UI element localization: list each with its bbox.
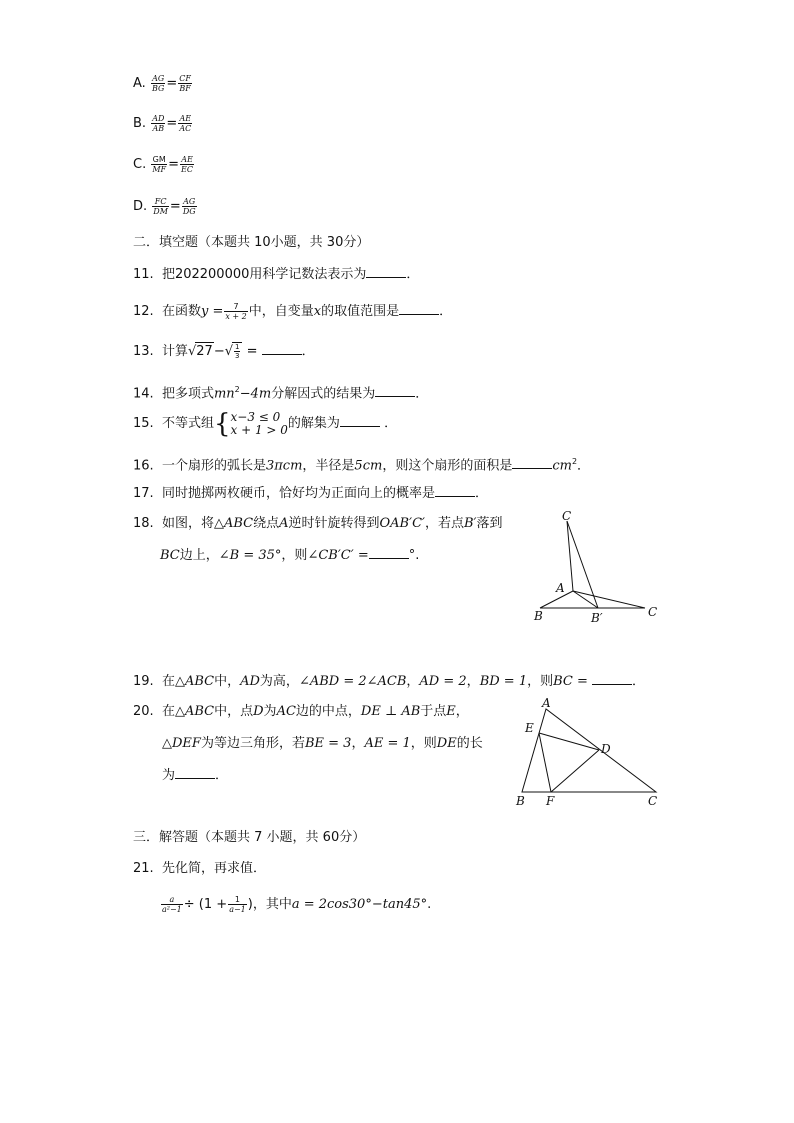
- segment: [573, 591, 645, 608]
- answer-blank: [435, 484, 475, 497]
- question-18-line2: BC边上，∠B = 35°，则∠CB′C′ = °.: [160, 548, 420, 563]
- point-label: C: [562, 509, 572, 523]
- fraction: $\frac{AE}{EC}$: [181, 155, 193, 174]
- point-label: B: [534, 609, 543, 623]
- brace-icon: {: [213, 408, 231, 439]
- fraction: $\frac{FC}{DM}$: [153, 197, 168, 216]
- fraction: $\frac{AG}{DG}$: [182, 197, 196, 216]
- answer-blank: [592, 672, 632, 685]
- segment: [539, 733, 599, 750]
- section-title: 二．填空题（本题共 10小题，共 30分）: [133, 235, 370, 250]
- segment: [567, 521, 598, 608]
- question-15: 15. 不等式组{ x−3 ≤ 0 x + 1 > 0 的解集为 ．: [133, 408, 398, 439]
- fraction: $\frac{CF}{BF}$: [179, 74, 191, 93]
- answer-blank: [369, 546, 409, 559]
- question-17: 17. 同时抛掷两枚硬币，恰好均为正面向上的概率是 ．: [133, 486, 488, 501]
- question-13: 13. 计算√27−√ $\frac{1}{3}$ = ．: [133, 343, 315, 360]
- answer-blank: [262, 342, 302, 355]
- point-label: F: [546, 794, 555, 808]
- option-b: B. $\frac{AD}{AB}$ = $\frac{AE}{AC}$: [133, 114, 192, 133]
- answer-blank: [512, 456, 552, 469]
- answer-blank: [399, 302, 439, 315]
- answer-blank: [340, 414, 380, 427]
- question-21: 21. 先化简，再求值．: [133, 861, 266, 876]
- segment: [551, 750, 599, 792]
- question-20-line2: △DEF为等边三角形，若BE = 3，AE = 1，则DE的长: [162, 736, 483, 751]
- question-18: 18. 如图，将△ABC绕点A逆时针旋转得到OAB′C′，若点B′落到: [133, 516, 503, 531]
- point-label: A: [556, 581, 565, 595]
- figure-18: [525, 505, 670, 630]
- segment: [539, 733, 551, 792]
- question-20-line3: 为 ．: [162, 768, 229, 783]
- fraction: $\frac{1}{a-1}$: [229, 895, 246, 914]
- option-d: D. $\frac{FC}{DM}$ = $\frac{AG}{DG}$: [133, 197, 196, 216]
- answer-blank: [366, 265, 406, 278]
- question-19: 19. 在△ABC中，AD为高，∠ABD = 2∠ACB，AD = 2，BD = 1，则BC = ．: [133, 674, 646, 689]
- fraction: $\frac{GM}{MF}$: [152, 155, 167, 174]
- fraction: $\frac{AD}{AB}$: [152, 114, 165, 133]
- question-20: 20. 在△ABC中，点D为AC边的中点，DE ⊥ AB于点E，: [133, 704, 469, 719]
- question-12: 12. 在函数y = $\frac{7}{x + 2}$ 中，自变量x的取值范围是 ．: [133, 302, 453, 321]
- fraction: $\frac{7}{x + 2}$: [225, 302, 247, 321]
- point-label: E: [525, 721, 534, 735]
- question-11: 11. 把202200000用科学记数法表示为 ．: [133, 267, 420, 282]
- point-label: B: [516, 794, 525, 808]
- point-label: A: [542, 696, 551, 710]
- fraction: $\frac{a}{\text{a²−1}}$: [162, 895, 182, 914]
- question-14: 14. 把多项式$mn^2-4m$分解因式的结果为 ．: [133, 385, 429, 402]
- question-16: 16. 一个扇形的弧长是3πcm，半径是5cm，则这个扇形的面积是 $cm^2$．: [133, 457, 591, 474]
- fraction: $\frac{1}{3}$: [235, 343, 240, 360]
- figure-20: [508, 695, 668, 810]
- option-c: C. $\frac{GM}{MF}$ = $\frac{AE}{EC}$: [133, 155, 193, 174]
- question-21-expression: $\frac{a}{\text{a²−1}}$ ÷ (1 + $\frac{1}{a-1}$ )，其中a = 2cos30°−tan45°.: [162, 895, 432, 914]
- answer-blank: [375, 384, 415, 397]
- point-label: B′: [591, 611, 603, 625]
- answer-blank: [175, 766, 215, 779]
- segment: [567, 521, 573, 591]
- section-title: 三．解答题（本题共 7 小题，共 60分）: [133, 830, 366, 845]
- fraction: $\frac{AG}{BG}$: [151, 74, 165, 93]
- fraction: $\frac{AE}{AC}$: [179, 114, 192, 133]
- inequality-system: x−3 ≤ 0 x + 1 > 0: [230, 409, 288, 437]
- option-a: A. $\frac{AG}{BG}$ = $\frac{CF}{BF}$: [133, 74, 191, 93]
- point-label: D: [601, 742, 611, 756]
- point-label: C: [648, 605, 658, 619]
- point-label: C: [648, 794, 658, 808]
